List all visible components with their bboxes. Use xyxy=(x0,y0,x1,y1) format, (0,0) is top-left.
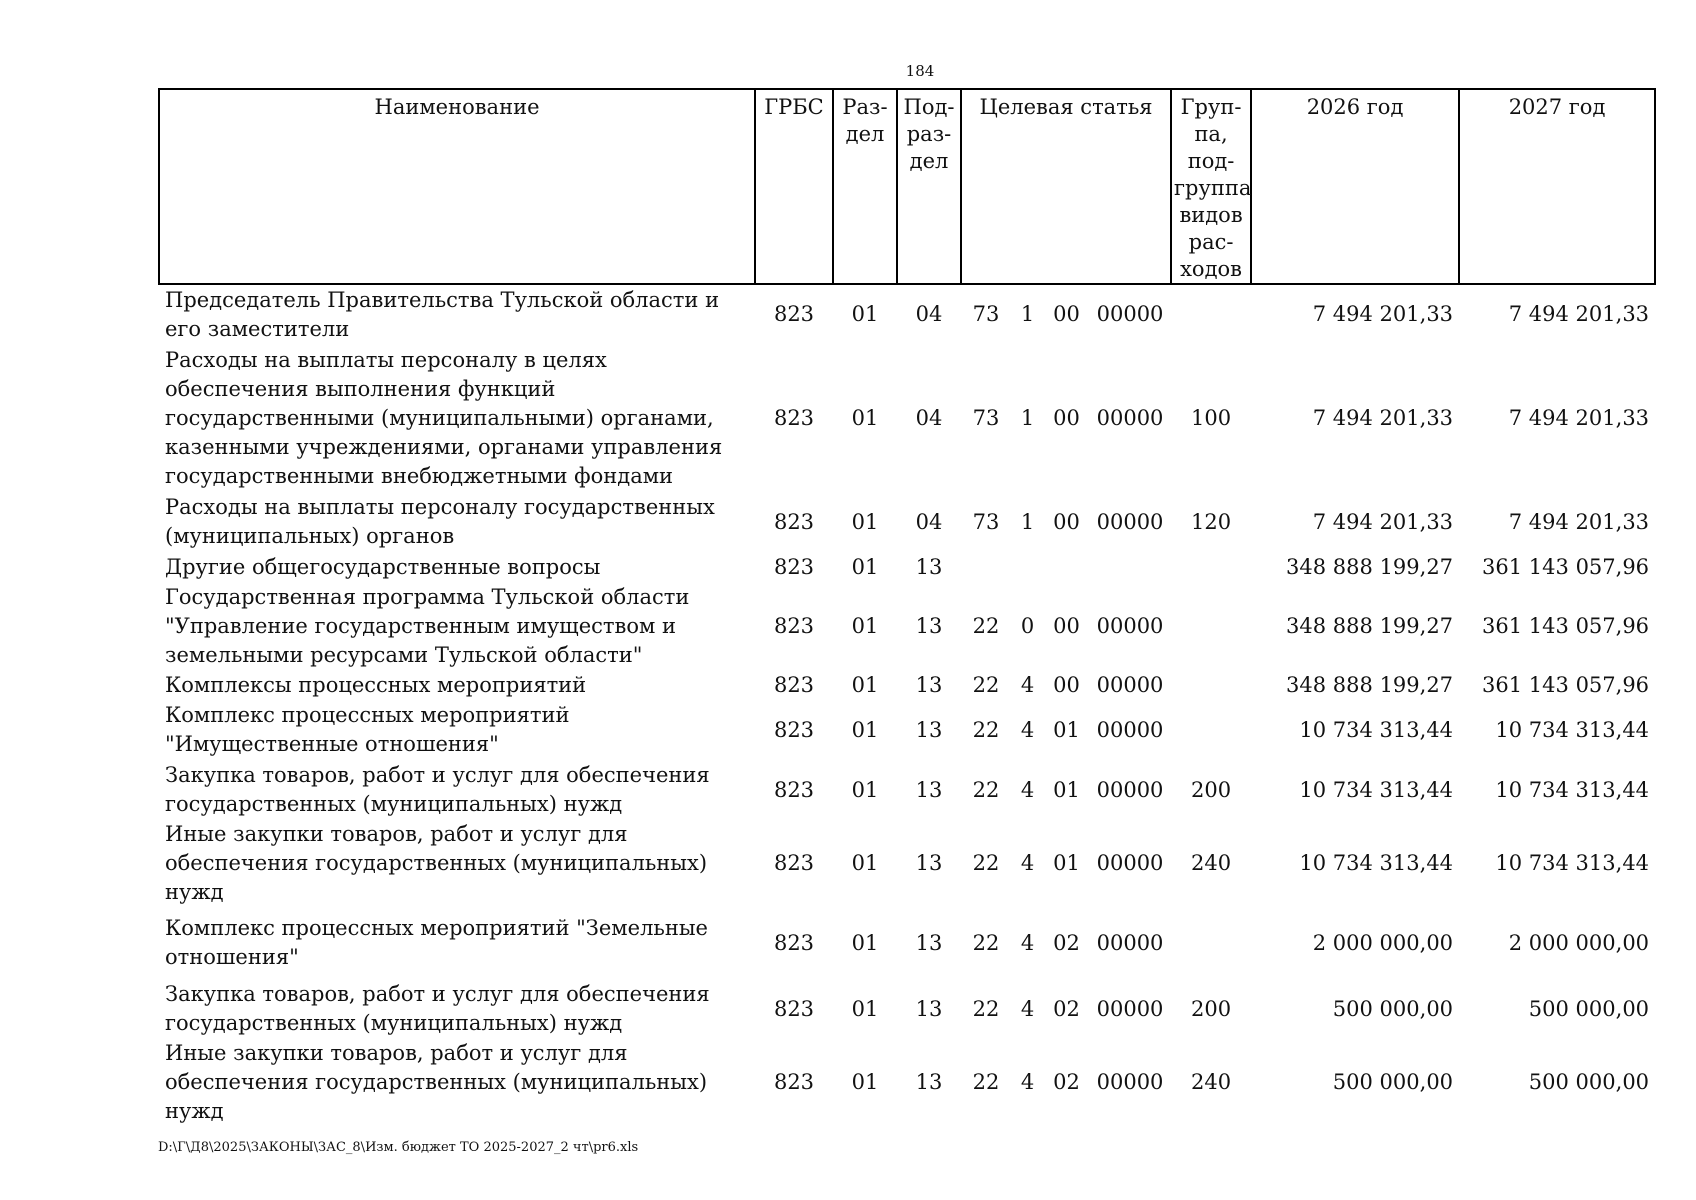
cell-amount-2026: 7 494 201,33 xyxy=(1312,509,1454,534)
cell-subprogram: 1 xyxy=(1020,509,1035,534)
header-razdel: Раз- дел xyxy=(833,89,897,284)
table-header xyxy=(159,89,1655,284)
cell-program: 22 xyxy=(972,851,1000,875)
cell-subprogram: 4 xyxy=(1020,930,1035,955)
cell-podrazdel: 13 xyxy=(915,996,943,1021)
cell-expense-code: 00000 xyxy=(1096,672,1164,697)
cell-razdel: 01 xyxy=(851,717,879,742)
cell-name: Комплекс процессных мероприятий "Земельные отношения" xyxy=(165,916,708,969)
cell-razdel: 01 xyxy=(851,554,879,579)
cell-podrazdel: 04 xyxy=(915,405,943,430)
cell-name: Комплекс процессных мероприятий "Имущественные отношения" xyxy=(165,703,570,756)
cell-razdel: 01 xyxy=(851,509,879,534)
cell-grbs: 823 xyxy=(773,509,815,534)
cell-podrazdel: 13 xyxy=(915,777,943,802)
cell-program: 22 xyxy=(972,930,1000,955)
cell-expense-code: 00000 xyxy=(1096,1070,1164,1094)
cell-expense-type xyxy=(1171,552,1251,582)
cell-name: Комплексы процессных мероприятий xyxy=(165,672,587,697)
cell-grbs: 823 xyxy=(773,405,815,430)
cell-amount-2027: 361 143 057,96 xyxy=(1482,613,1650,638)
cell-direction: 01 xyxy=(1053,777,1080,802)
table-row xyxy=(159,760,1655,820)
cell-program: 73 xyxy=(972,302,1000,326)
cell-expense-code: 00000 xyxy=(1096,717,1164,742)
cell-direction: 00 xyxy=(1053,405,1080,430)
cell-amount-2026: 10 734 313,44 xyxy=(1299,851,1454,875)
cell-expense-code: 00000 xyxy=(1096,302,1164,326)
header-target-article: Целевая статья xyxy=(961,89,1171,284)
cell-name: Закупка товаров, работ и услуг для обеспечения государственных (муниципальных) нужд xyxy=(165,763,710,816)
table-row xyxy=(159,344,1655,492)
cell-expense-code xyxy=(1089,552,1171,582)
cell-direction: 02 xyxy=(1053,1070,1080,1094)
cell-amount-2026: 2 000 000,00 xyxy=(1312,930,1454,955)
cell-amount-2027: 10 734 313,44 xyxy=(1495,851,1650,875)
cell-direction: 00 xyxy=(1053,302,1080,326)
cell-razdel: 01 xyxy=(851,405,879,430)
cell-expense-type: 240 xyxy=(1191,1070,1232,1094)
cell-podrazdel: 13 xyxy=(915,1070,943,1094)
cell-program: 73 xyxy=(972,509,1000,534)
cell-razdel: 01 xyxy=(851,613,879,638)
cell-program: 73 xyxy=(972,405,1000,430)
cell-grbs: 823 xyxy=(773,717,815,742)
table-row xyxy=(159,670,1655,700)
cell-expense-type xyxy=(1171,284,1251,344)
page-number: 184 xyxy=(905,62,935,80)
cell-expense-type xyxy=(1171,700,1251,760)
cell-razdel: 01 xyxy=(851,1070,879,1094)
cell-grbs: 823 xyxy=(773,1070,815,1094)
cell-amount-2027: 10 734 313,44 xyxy=(1495,717,1650,742)
cell-amount-2027: 7 494 201,33 xyxy=(1508,302,1650,326)
cell-name: Расходы на выплаты персоналу государственных (муниципальных) органов xyxy=(165,495,715,548)
cell-program: 22 xyxy=(972,613,1000,638)
cell-subprogram: 0 xyxy=(1020,613,1035,638)
cell-program: 22 xyxy=(972,717,1000,742)
cell-subprogram: 4 xyxy=(1020,672,1035,697)
header-2026: 2026 год xyxy=(1251,89,1459,284)
table-row xyxy=(159,820,1655,907)
cell-direction: 00 xyxy=(1053,672,1080,697)
cell-amount-2027: 7 494 201,33 xyxy=(1508,405,1650,430)
cell-amount-2026: 348 888 199,27 xyxy=(1286,613,1454,638)
cell-expense-type xyxy=(1171,670,1251,700)
cell-razdel: 01 xyxy=(851,930,879,955)
cell-amount-2026: 348 888 199,27 xyxy=(1286,554,1454,579)
cell-grbs: 823 xyxy=(773,996,815,1021)
cell-podrazdel: 04 xyxy=(915,509,943,534)
cell-expense-code: 00000 xyxy=(1096,777,1164,802)
cell-podrazdel: 04 xyxy=(915,302,943,326)
cell-razdel: 01 xyxy=(851,777,879,802)
cell-name: Другие общегосударственные вопросы xyxy=(165,554,601,579)
cell-podrazdel: 13 xyxy=(915,717,943,742)
cell-program: 22 xyxy=(972,996,1000,1021)
file-path-footer: D:\Г\Д8\2025\ЗАКОНЫ\ЗАС_8\Изм. бюджет ТО 2025-2027_2 чт\pr6.xls xyxy=(158,1140,639,1155)
cell-amount-2027: 500 000,00 xyxy=(1528,1070,1650,1094)
cell-amount-2027: 361 143 057,96 xyxy=(1482,554,1650,579)
budget-table xyxy=(158,88,1656,1126)
header-grbs: ГРБС xyxy=(755,89,833,284)
cell-direction: 02 xyxy=(1053,996,1080,1021)
table-row xyxy=(159,1039,1655,1126)
cell-amount-2026: 10 734 313,44 xyxy=(1299,717,1454,742)
cell-subprogram: 1 xyxy=(1020,302,1035,326)
cell-direction: 01 xyxy=(1053,851,1080,875)
cell-podrazdel: 13 xyxy=(915,851,943,875)
cell-amount-2026: 7 494 201,33 xyxy=(1312,405,1454,430)
cell-expense-type xyxy=(1171,907,1251,979)
cell-grbs: 823 xyxy=(773,930,815,955)
cell-grbs: 823 xyxy=(773,672,815,697)
cell-expense-type: 200 xyxy=(1191,996,1232,1021)
cell-amount-2027: 10 734 313,44 xyxy=(1495,777,1650,802)
cell-expense-code: 00000 xyxy=(1096,509,1164,534)
cell-razdel: 01 xyxy=(851,672,879,697)
cell-amount-2026: 500 000,00 xyxy=(1332,996,1454,1021)
cell-direction xyxy=(1044,552,1089,582)
cell-podrazdel: 13 xyxy=(915,672,943,697)
cell-expense-code: 00000 xyxy=(1096,996,1164,1021)
cell-expense-type: 240 xyxy=(1191,851,1232,875)
cell-expense-code: 00000 xyxy=(1096,851,1164,875)
cell-name: Закупка товаров, работ и услуг для обеспечения государственных (муниципальных) нужд xyxy=(165,982,710,1035)
table-row xyxy=(159,907,1655,979)
cell-subprogram: 4 xyxy=(1020,717,1035,742)
table-row xyxy=(159,582,1655,670)
cell-direction: 00 xyxy=(1053,509,1080,534)
cell-expense-type: 100 xyxy=(1191,405,1232,430)
cell-name: Иные закупки товаров, работ и услуг для обеспечения государственных (муниципальных) нужд xyxy=(165,822,708,904)
cell-grbs: 823 xyxy=(773,613,815,638)
cell-razdel: 01 xyxy=(851,851,879,875)
cell-expense-type: 120 xyxy=(1191,509,1232,534)
cell-program: 22 xyxy=(972,1070,1000,1094)
budget-table-container xyxy=(158,88,1654,1126)
cell-amount-2026: 348 888 199,27 xyxy=(1286,672,1454,697)
cell-expense-type xyxy=(1171,582,1251,670)
cell-direction: 00 xyxy=(1053,613,1080,638)
cell-grbs: 823 xyxy=(773,851,815,875)
cell-subprogram: 1 xyxy=(1020,405,1035,430)
cell-direction: 02 xyxy=(1053,930,1080,955)
cell-name: Государственная программа Тульской области "Управление государственным имуществом и земельными ресурсами Тульской области" xyxy=(165,584,690,667)
cell-expense-code: 00000 xyxy=(1096,930,1164,955)
header-expense-group: Груп- па, под- группа видов рас- ходов xyxy=(1171,89,1251,284)
header-podrazdel: Под- раз- дел xyxy=(897,89,961,284)
cell-program xyxy=(961,552,1011,582)
cell-program: 22 xyxy=(972,672,1000,697)
cell-subprogram: 4 xyxy=(1020,777,1035,802)
cell-expense-code: 00000 xyxy=(1096,405,1164,430)
table-row xyxy=(159,700,1655,760)
cell-name: Иные закупки товаров, работ и услуг для обеспечения государственных (муниципальных) нужд xyxy=(165,1041,708,1123)
cell-subprogram xyxy=(1011,552,1044,582)
cell-subprogram: 4 xyxy=(1020,851,1035,875)
cell-subprogram: 4 xyxy=(1020,996,1035,1021)
cell-amount-2027: 7 494 201,33 xyxy=(1508,509,1650,534)
cell-program: 22 xyxy=(972,777,1000,802)
table-row xyxy=(159,492,1655,552)
cell-amount-2027: 361 143 057,96 xyxy=(1482,672,1650,697)
header-name: Наименование xyxy=(159,89,755,284)
cell-podrazdel: 13 xyxy=(915,930,943,955)
table-row xyxy=(159,284,1655,344)
cell-grbs: 823 xyxy=(773,302,815,326)
cell-grbs: 823 xyxy=(773,777,815,802)
cell-name: Расходы на выплаты персоналу в целях обеспечения выполнения функций государственными (муниципальными) органами, казенными учреждениями, органами управления государственными внебюджетными фондами xyxy=(165,347,723,488)
cell-grbs: 823 xyxy=(773,554,815,579)
header-2027: 2027 год xyxy=(1459,89,1655,284)
cell-amount-2027: 500 000,00 xyxy=(1528,996,1650,1021)
cell-amount-2026: 7 494 201,33 xyxy=(1312,302,1454,326)
cell-expense-code: 00000 xyxy=(1096,613,1164,638)
cell-subprogram: 4 xyxy=(1020,1070,1035,1094)
cell-name: Председатель Правительства Тульской области и его заместители xyxy=(165,287,720,341)
cell-amount-2026: 10 734 313,44 xyxy=(1299,777,1454,802)
cell-podrazdel: 13 xyxy=(915,613,943,638)
cell-razdel: 01 xyxy=(851,996,879,1021)
table-row xyxy=(159,552,1655,582)
cell-amount-2026: 500 000,00 xyxy=(1332,1070,1454,1094)
cell-amount-2027: 2 000 000,00 xyxy=(1508,930,1650,955)
cell-direction: 01 xyxy=(1053,717,1080,742)
cell-podrazdel: 13 xyxy=(915,554,943,579)
table-row xyxy=(159,979,1655,1039)
cell-expense-type: 200 xyxy=(1191,777,1232,802)
table-body xyxy=(159,284,1655,1126)
cell-razdel: 01 xyxy=(851,302,879,326)
